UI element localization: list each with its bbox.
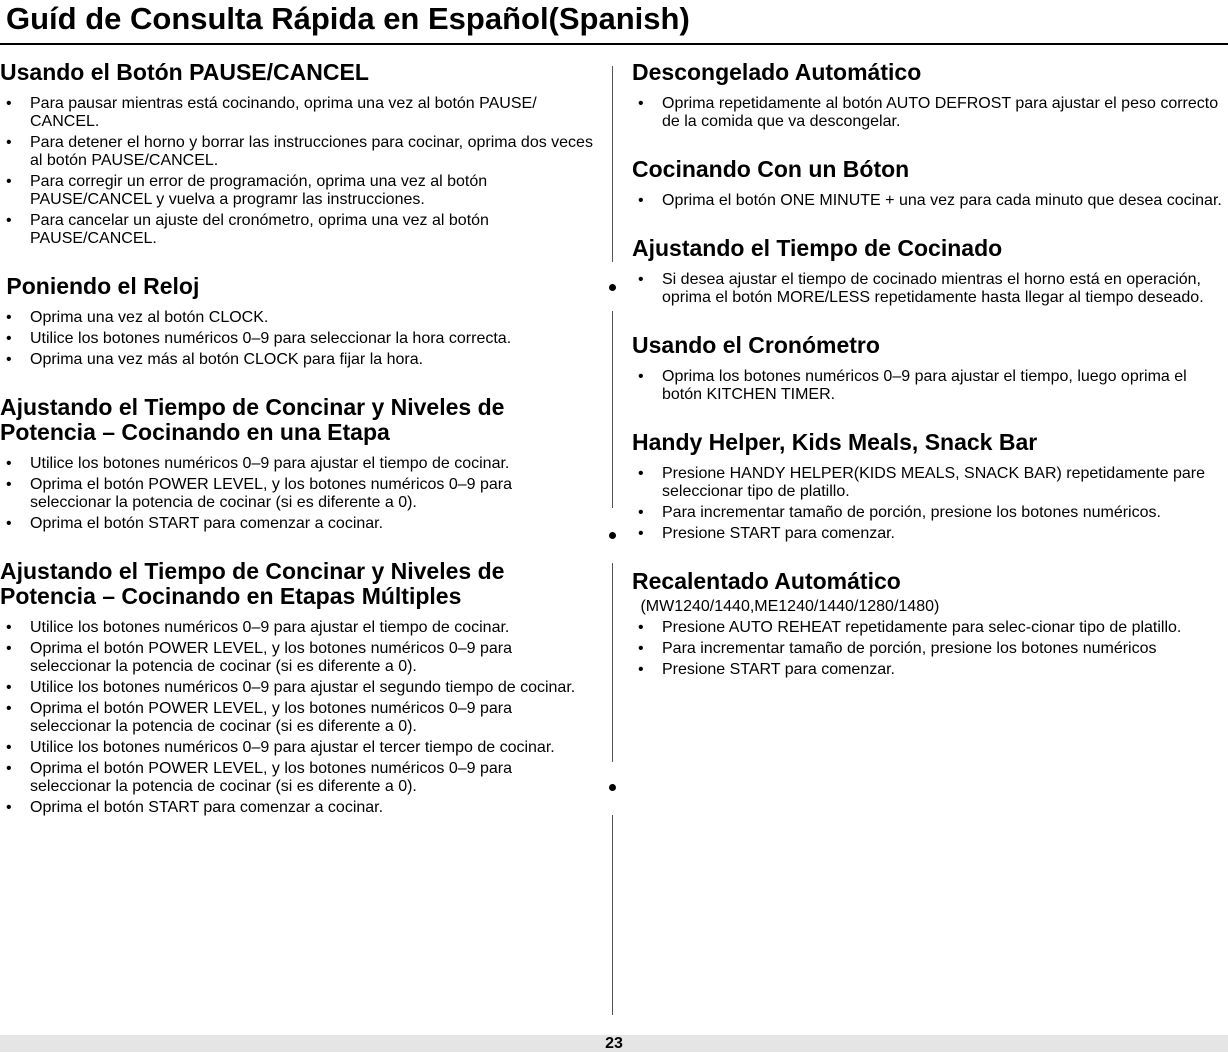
page-title: Guíd de Consulta Rápida en Español(Spanish): [6, 1, 690, 36]
section-one-touch-cooking: [632, 157, 1226, 210]
section-heading: Recalentado Automático: [632, 568, 901, 594]
bullet-list: [632, 619, 1226, 679]
section-heading: Usando el Botón PAUSE/CANCEL: [0, 59, 369, 85]
section-heading: Poniendo el Reloj: [0, 273, 200, 299]
section-handy-helper: [632, 430, 1226, 543]
list-item: • Presione HANDY HELPER(KIDS MEALS, SNACK BAR) repetidamente pare seleccionar tipo de platillo.: [632, 465, 1226, 501]
left-column: [0, 60, 596, 843]
list-item: • Oprima el botón ONE MINUTE + una vez para cada minuto que desea cocinar.: [632, 192, 1226, 210]
bullet-list: [632, 192, 1226, 210]
bullet-list: [632, 271, 1226, 307]
list-item: • Para pausar mientras está cocinando, oprima una vez al botón PAUSE/ CANCEL.: [0, 95, 596, 131]
section-heading: Handy Helper, Kids Meals, Snack Bar: [632, 429, 1038, 455]
list-item: • Oprima el botón START para comenzar a cocinar.: [0, 515, 596, 533]
section-heading: Cocinando Con un Bóton: [632, 156, 910, 182]
section-one-stage-cooking: [0, 395, 596, 533]
section-heading: Descongelado Automático: [632, 59, 922, 85]
section-auto-defrost: [632, 60, 1226, 131]
section-set-clock: [0, 274, 596, 369]
list-item: • Utilice los botones numéricos 0–9 para ajustar el tercer tiempo de cocinar.: [0, 739, 596, 757]
list-item: • Para incrementar tamaño de porción, presione los botones numéricos: [632, 640, 1226, 658]
section-adjust-cook-time: [632, 236, 1226, 307]
section-pause-cancel: [0, 60, 596, 248]
list-item: • Oprima el botón POWER LEVEL, y los botones numéricos 0–9 para seleccionar la potencia de cocinar (si es diferente a 0).: [0, 700, 596, 736]
list-item: • Presione START para comenzar.: [632, 525, 1226, 543]
bullet-list: [632, 368, 1226, 404]
column-divider: [612, 66, 613, 262]
section-heading: Ajustando el Tiempo de Concinar y Niveles de Potencia – Cocinando en una Etapa: [0, 394, 505, 445]
list-item: • Utilice los botones numéricos 0–9 para ajustar el tiempo de cocinar.: [0, 619, 596, 637]
title-underline: [0, 43, 1228, 45]
section-heading: Ajustando el Tiempo de Cocinado: [632, 235, 1003, 261]
column-divider: [612, 563, 613, 762]
divider-dot: [609, 284, 616, 291]
bullet-list: [632, 95, 1226, 131]
list-item: • Para incrementar tamaño de porción, presione los botones numéricos.: [632, 504, 1226, 522]
divider-dot: [609, 532, 616, 539]
model-note: (MW1240/1440,ME1240/1440/1280/1480): [636, 598, 940, 615]
page-number: 23: [605, 1035, 623, 1052]
column-divider: [612, 311, 613, 508]
list-item: • Para detener el horno y borrar las instrucciones para cocinar, oprima dos veces al botón PAUSE/CANCEL.: [0, 134, 596, 170]
list-item: • Oprima el botón START para comenzar a cocinar.: [0, 799, 596, 817]
list-item: • Para corregir un error de programación, oprima una vez al botón PAUSE/CANCEL y vuelva a programr las instrucciones.: [0, 173, 596, 209]
section-auto-reheat: [632, 569, 1226, 679]
bullet-list: [632, 465, 1226, 543]
list-item: • Presione AUTO REHEAT repetidamente para selec-cionar tipo de platillo.: [632, 619, 1226, 637]
section-multi-stage-cooking: [0, 559, 596, 817]
section-heading: Usando el Cronómetro: [632, 332, 880, 358]
bullet-list: [0, 95, 596, 248]
list-item: • Oprima una vez al botón CLOCK.: [0, 309, 596, 327]
list-item: • Oprima el botón POWER LEVEL, y los botones numéricos 0–9 para seleccionar la potencia de cocinar (si es diferente a 0).: [0, 476, 596, 512]
list-item: • Oprima el botón POWER LEVEL, y los botones numéricos 0–9 para seleccionar la potencia de cocinar (si es diferente a 0).: [0, 640, 596, 676]
bullet-list: [0, 309, 596, 369]
list-item: • Oprima repetidamente al botón AUTO DEFROST para ajustar el peso correcto de la comida que va descongelar.: [632, 95, 1226, 131]
right-column: [632, 60, 1226, 705]
list-item: • Utilice los botones numéricos 0–9 para seleccionar la hora correcta.: [0, 330, 596, 348]
bullet-list: [0, 619, 596, 817]
list-item: • Si desea ajustar el tiempo de cocinado mientras el horno está en operación, oprima el botón MORE/LESS repetidamente hasta llegar al tiempo deseado.: [632, 271, 1226, 307]
list-item: • Para cancelar un ajuste del cronómetro, oprima una vez al botón PAUSE/CANCEL.: [0, 212, 596, 248]
list-item: • Presione START para comenzar.: [632, 661, 1226, 679]
section-heading: Ajustando el Tiempo de Concinar y Niveles de Potencia – Cocinando en Etapas Múltiples: [0, 558, 505, 609]
list-item: • Oprima el botón POWER LEVEL, y los botones numéricos 0–9 para seleccionar la potencia de cocinar (si es diferente a 0).: [0, 760, 596, 796]
list-item: • Oprima los botones numéricos 0–9 para ajustar el tiempo, luego oprima el botón KITCHEN TIMER.: [632, 368, 1226, 404]
list-item: • Oprima una vez más al botón CLOCK para fijar la hora.: [0, 351, 596, 369]
divider-dot: [609, 784, 616, 791]
section-kitchen-timer: [632, 333, 1226, 404]
column-divider: [612, 815, 613, 1015]
bullet-list: [0, 455, 596, 533]
list-item: • Utilice los botones numéricos 0–9 para ajustar el tiempo de cocinar.: [0, 455, 596, 473]
list-item: • Utilice los botones numéricos 0–9 para ajustar el segundo tiempo de cocinar.: [0, 679, 596, 697]
